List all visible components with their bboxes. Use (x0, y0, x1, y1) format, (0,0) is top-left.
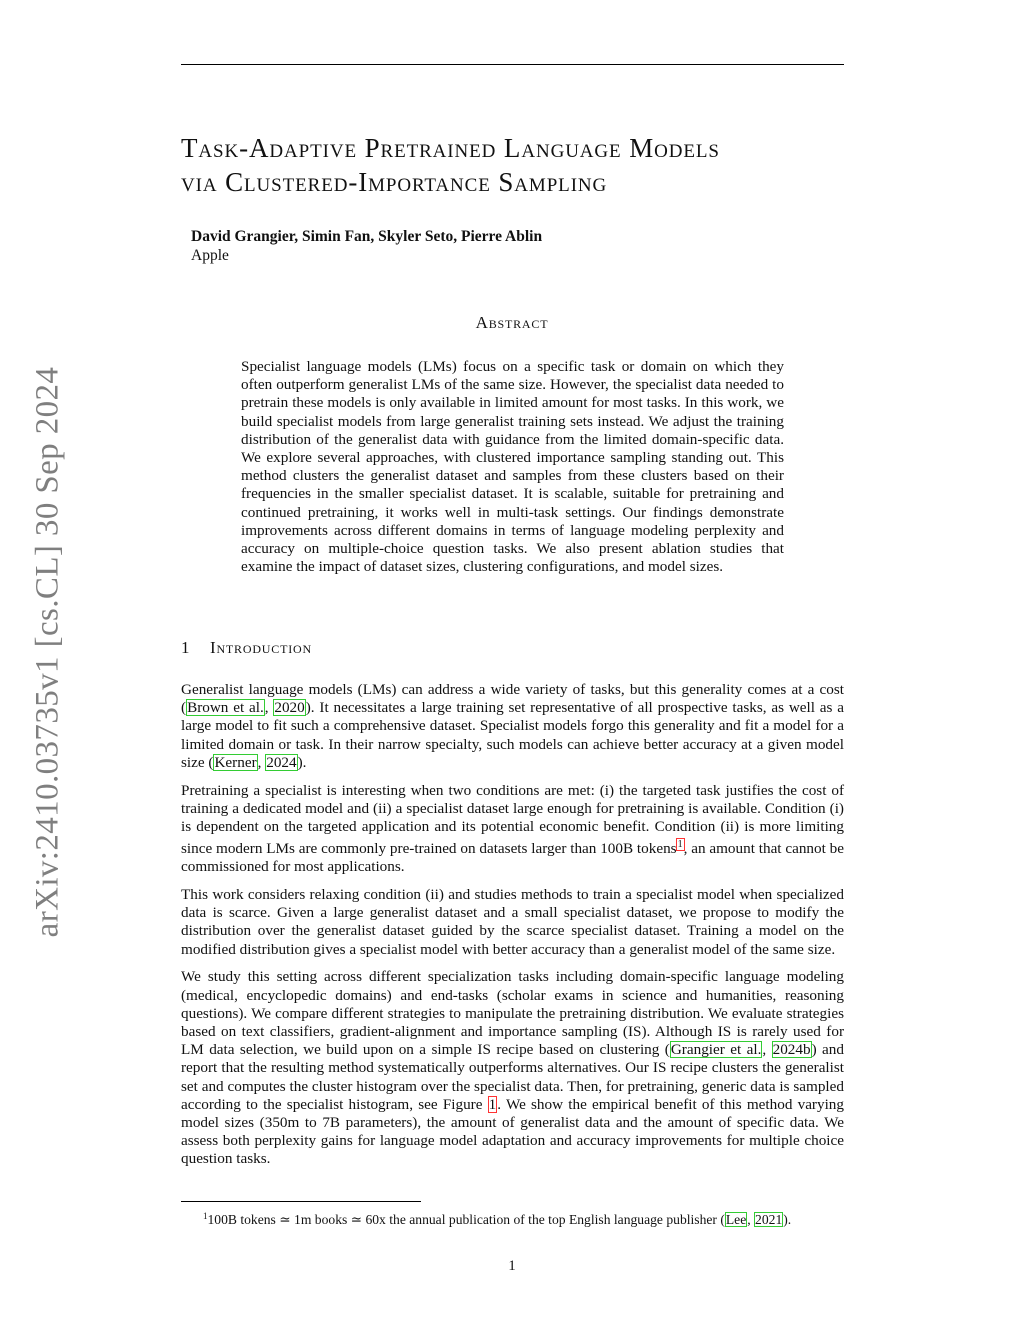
paragraph-4: We study this setting across different specialization tasks including domain-specific language modeling (medical, encyclopedic domains) and end-tasks (scholar exams in science and humanities, reasoning questions). We compare different strategies to manipulate the pretraining distribution. We evaluate strategies based on text classifiers, gradient-alignment and importance sampling (IS). Although IS is rarely used for LM data selection, we build upon on a simple IS recipe based on clustering (Grangier et al., 2024b) and report that the resulting method systematically outperforms alternatives. Our IS recipe clusters the generalist set and computes the cluster histogram over the specialist data. Then, for pretraining, generic data is sampled according to the specialist histogram, see Figure 1. We show the empirical benefit of this method varying model sizes (350m to 7B parameters), the amount of generalist data and the amount of specific data. We assess both perplexity gains for language model adaptation and accuracy improvements for multiple choice question tasks. (181, 968, 844, 1168)
introduction-body (181, 681, 844, 1178)
citation-year-link-kerner[interactable]: 2024 (266, 753, 297, 771)
section-title: Introduction (210, 638, 312, 657)
figure-reference-link[interactable]: 1 (488, 1095, 497, 1113)
title-line-1: Task-Adaptive Pretrained Language Models (181, 133, 720, 163)
footnote-mark: 1 (203, 1211, 208, 1221)
paragraph-2: Pretraining a specialist is interesting when two conditions are met: (i) the targeted task justifies the cost of training a dedicated model and (ii) a specialist dataset large enough for pretraining is available. Condition (i) is dependent on the targeted application and its potential economic benefit. Condition (ii) is more limiting since modern LMs are commonly pre-trained on datasets larger than 100B tokens$^1$, an amount that cannot be commissioned for most applications. (181, 781, 844, 876)
title-line-2: via Clustered-Importance Sampling (181, 167, 608, 197)
citation-link-brown[interactable]: Brown et al. (187, 699, 264, 717)
citation-year-link-brown[interactable]: 2020 (274, 699, 305, 717)
author-block (191, 227, 542, 265)
page-number: 1 (508, 1258, 516, 1274)
arxiv-identifier[interactable]: arXiv:2410.03735v1 [cs.CL] 30 Sep 2024 (29, 366, 66, 938)
citation-year-link-grangier[interactable]: 2024b (772, 1041, 811, 1059)
citation-link-lee[interactable]: Lee (725, 1212, 747, 1227)
footnote-rule (181, 1201, 421, 1202)
citation-link-kerner[interactable]: Kerner (214, 753, 257, 771)
abstract-text: Specialist language models (LMs) focus on a specific task or domain on which they often outperform generalist LMs of the same size. However, the specialist data needed to pretrain these models is only available in limited amount for most tasks. In this work, we build specialist models from large generalist training sets instead. We adjust the training distribution of the generalist data with guidance from the limited domain-specific data. We explore several approaches, with clustered importance sampling standing out. This method clusters the generalist dataset and samples from these clusters based on their frequencies in the smaller specialist dataset. It is scalable, suitable for pretraining and continued pretraining, it works well in multi-task settings. Our findings demonstrate improvements across different domains in terms of language modeling perplexity and accuracy on multiple-choice question tasks. We also present ablation studies that examine the impact of dataset sizes, clustering configurations, and model sizes. (241, 358, 784, 576)
author-names: David Grangier, Simin Fan, Skyler Seto, Pierre Ablin (191, 228, 543, 245)
footnote: $^1$100B tokens ≃ 1m books ≃ 60x the annual publication of the top English language publisher (Lee, 2021). (203, 1211, 792, 1227)
section-number: 1 (181, 638, 190, 657)
footnote-reference-link[interactable]: 1 (677, 839, 683, 851)
citation-year-link-lee[interactable]: 2021 (755, 1212, 783, 1227)
section-heading-introduction (181, 638, 312, 658)
paper-title (181, 131, 851, 199)
paragraph-3: This work considers relaxing condition (ii) and studies methods to train a specialist model when specialized data is scarce. Given a large generalist dataset and a small specialist dataset, we propose to modify the distribution over the generalist dataset guided by the scarce specialist dataset. Training a model on the modified distribution gives a specialist model with better accuracy than a generalist model of the same size. (181, 886, 844, 958)
author-affiliation: Apple (191, 247, 229, 264)
abstract-heading: Abstract (475, 313, 549, 332)
top-rule (181, 64, 844, 65)
citation-link-grangier[interactable]: Grangier et al. (670, 1041, 762, 1059)
paragraph-1: Generalist language models (LMs) can address a wide variety of tasks, but this generality comes at a cost (Brown et al., 2020). It necessitates a large training set representative of all prospective tasks, as well as a large model to fit such a comprehensive dataset. Specialist models forgo this generality and fit a model for a limited domain or task. In their narrow specialty, such models can achieve better accuracy at a given model size (Kerner, 2024). (181, 681, 845, 771)
